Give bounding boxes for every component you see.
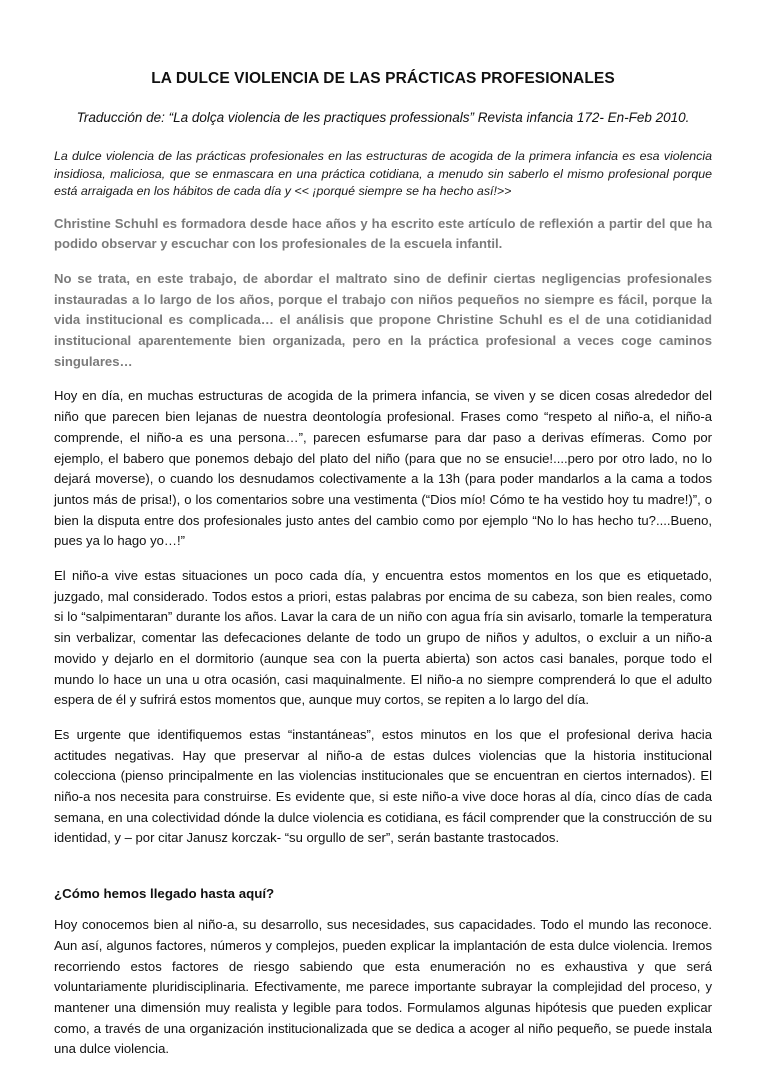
document-title: LA DULCE VIOLENCIA DE LAS PRÁCTICAS PROFESIONALES: [151, 70, 615, 87]
translation-line: Traducción de: “La dolça violencia de les practiques professionals” Revista infancia 172- En-Feb 2010.: [76, 110, 690, 125]
body-paragraph: Es urgente que identifiquemos estas “instantáneas”, estos minutos en los que el profesional deriva hacia actitudes negativas. Hay que preservar al niño-a de estas dulces violencias que la historia institucional colecciona (pienso principalmente en las violencias institucionales que se encuentran en ciertos internados). El niño-a nos necesita para construirse. Es evidente que, si este niño-a vive doce horas al día, cinco días de cada semana, en una colectividad dónde la dulce violencia es cotidiana, es fácil comprender que la construcción de su identidad, y – por citar Janusz korczak- “su orgullo de ser”, serán bastante trastocados.: [54, 726, 712, 846]
body-paragraph: Hoy en día, en muchas estructuras de acogida de la primera infancia, se viven y se dicen cosas alrededor del niño que parecen bien lejanas de nuestra deontología profesional. Frases como “respeto al niño-a, el niño-a comprende, el niño-a es una persona…”, parecen esfumarse para dar paso a derivas efímeras. Como por ejemplo, el babero que ponemos debajo del plato del niño (para que no se ensucie!....pero por otro lado, no lo dejará moverse), o cuando los desnudamos colectivamente a la 13h (para poder mandarlos a la cama a todos juntos más de prisa!), o los comentarios sobre una vestimenta (“Dios mío! Cómo te ha vestido hoy tu madre!)”, o bien la disputa entre dos profesionales justo antes del cambio como por ejemplo “No lo has hecho tu?....Bueno, pues ya lo hago yo…!”: [54, 388, 712, 549]
body-paragraph: El niño-a vive estas situaciones un poco cada día, y encuentra estos momentos en los que es etiquetado, juzgado, mal considerado. Todos estos a priori, estas palabras por encima de su cabeza, son bien reales, como si lo “salpimentaran” durante los años. Lavar la cara de un niño con agua fría sin avisarlo, tomarle la temperatura sin verbalizar, comentar las defecaciones delante de todo un grupo de niños y adultos, o excluir a un niño-a movido y dejarlo en el dormitorio (aunque sea con la puerta abierta) son actos casi banales, porque todo el mundo lo hace un una u otra ocasión, casi maquinalmente. El niño-a no siempre comprenderá lo que el adulto espera de él y sufrirá estos momentos que, aunque muy cortos, se repiten a lo largo del día.: [54, 568, 712, 708]
intro-paragraph-scope: No se trata, en este trabajo, de abordar el maltrato sino de definir ciertas negligencias profesionales instauradas a lo largo de los años, porque el trabajo con niños pequeños no siempre es fácil, porque la vida institucional es complicada… el análisis que propone Christine Schuhl es el de una cotidianidad institucional aparentemente bien organizada, pero en la práctica profesional a veces coge caminos singulares…: [54, 270, 712, 369]
section-heading: ¿Cómo hemos llegado hasta aquí?: [54, 886, 275, 902]
section-paragraph: Hoy conocemos bien al niño-a, su desarrollo, sus necesidades, sus capacidades. Todo el mundo las reconoce. Aun así, algunos factores, números y complejos, pueden explicar la implantación de esta dulce violencia. Iremos recorriendo estos factores de riesgo sabiendo que esta enumeración no es exhaustiva y que será voluntariamente pluridisciplinaria. Efectivamente, me parece importante subrayar la complejidad del proceso, y mantener una dimensión muy realista y legible para todos. Formulamos algunas hipótesis que pueden explicar como, a través de una organización institucionalizada que se dedica a acoger al niño pequeño, se puede instala una dulce violencia.: [54, 917, 712, 1057]
intro-paragraph-author: Christine Schuhl es formadora desde hace años y ha escrito este artículo de reflexión a partir del que ha podido observar y escuchar con los profesionales de la escuela infantil.: [54, 215, 712, 252]
document-page: [54, 70, 712, 1074]
abstract-paragraph: La dulce violencia de las prácticas profesionales en las estructuras de acogida de la primera infancia es esa violencia insidiosa, maliciosa, que se enmascara en una práctica cotidiana, a menudo sin saberlo el mismo profesional porque está arraigada en los hábitos de cada día y << ¡porqué siempre se ha hecho así!>>: [54, 149, 712, 198]
